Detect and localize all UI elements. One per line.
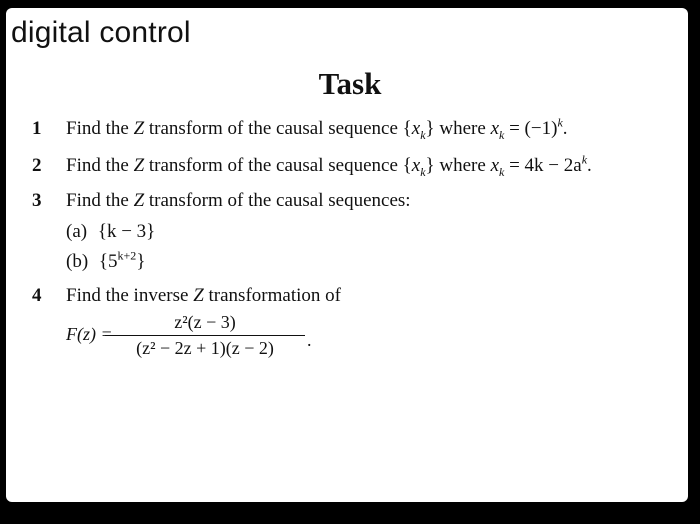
task-number-3: 3: [32, 190, 42, 211]
formula-lhs: F(z) =: [66, 324, 113, 344]
task-4-text: Find the inverse Z transformation of: [66, 285, 341, 306]
header-text: digital control: [11, 16, 191, 49]
formula-denominator: (z² − 2z + 1)(z − 2): [136, 338, 274, 358]
task-number-1: 1: [32, 118, 42, 139]
page-title: Task: [318, 66, 382, 101]
task-2-text: Find the Z transform of the causal sequence $\{x_k\}$ where $x_k = 4k - 2a^k$.: [66, 152, 592, 179]
fraction-bar: [105, 335, 305, 336]
sub-item-b: (b) $\{5^{k+2}\}$: [66, 248, 146, 272]
formula-fraction: [105, 312, 305, 359]
task-number-4: 4: [32, 285, 42, 306]
formula-numerator: z²(z − 3): [174, 312, 236, 332]
task-number-2: 2: [32, 155, 42, 176]
task-1-text: Find the Z transform of the causal sequence $\{x_k\}$ where $x_k = (-1)^k$.: [66, 115, 568, 142]
sub-item-a: (a) {k − 3}: [66, 221, 156, 242]
task-3-text: Find the Z transform of the causal sequences:: [66, 190, 411, 211]
formula-period: .: [307, 330, 312, 350]
